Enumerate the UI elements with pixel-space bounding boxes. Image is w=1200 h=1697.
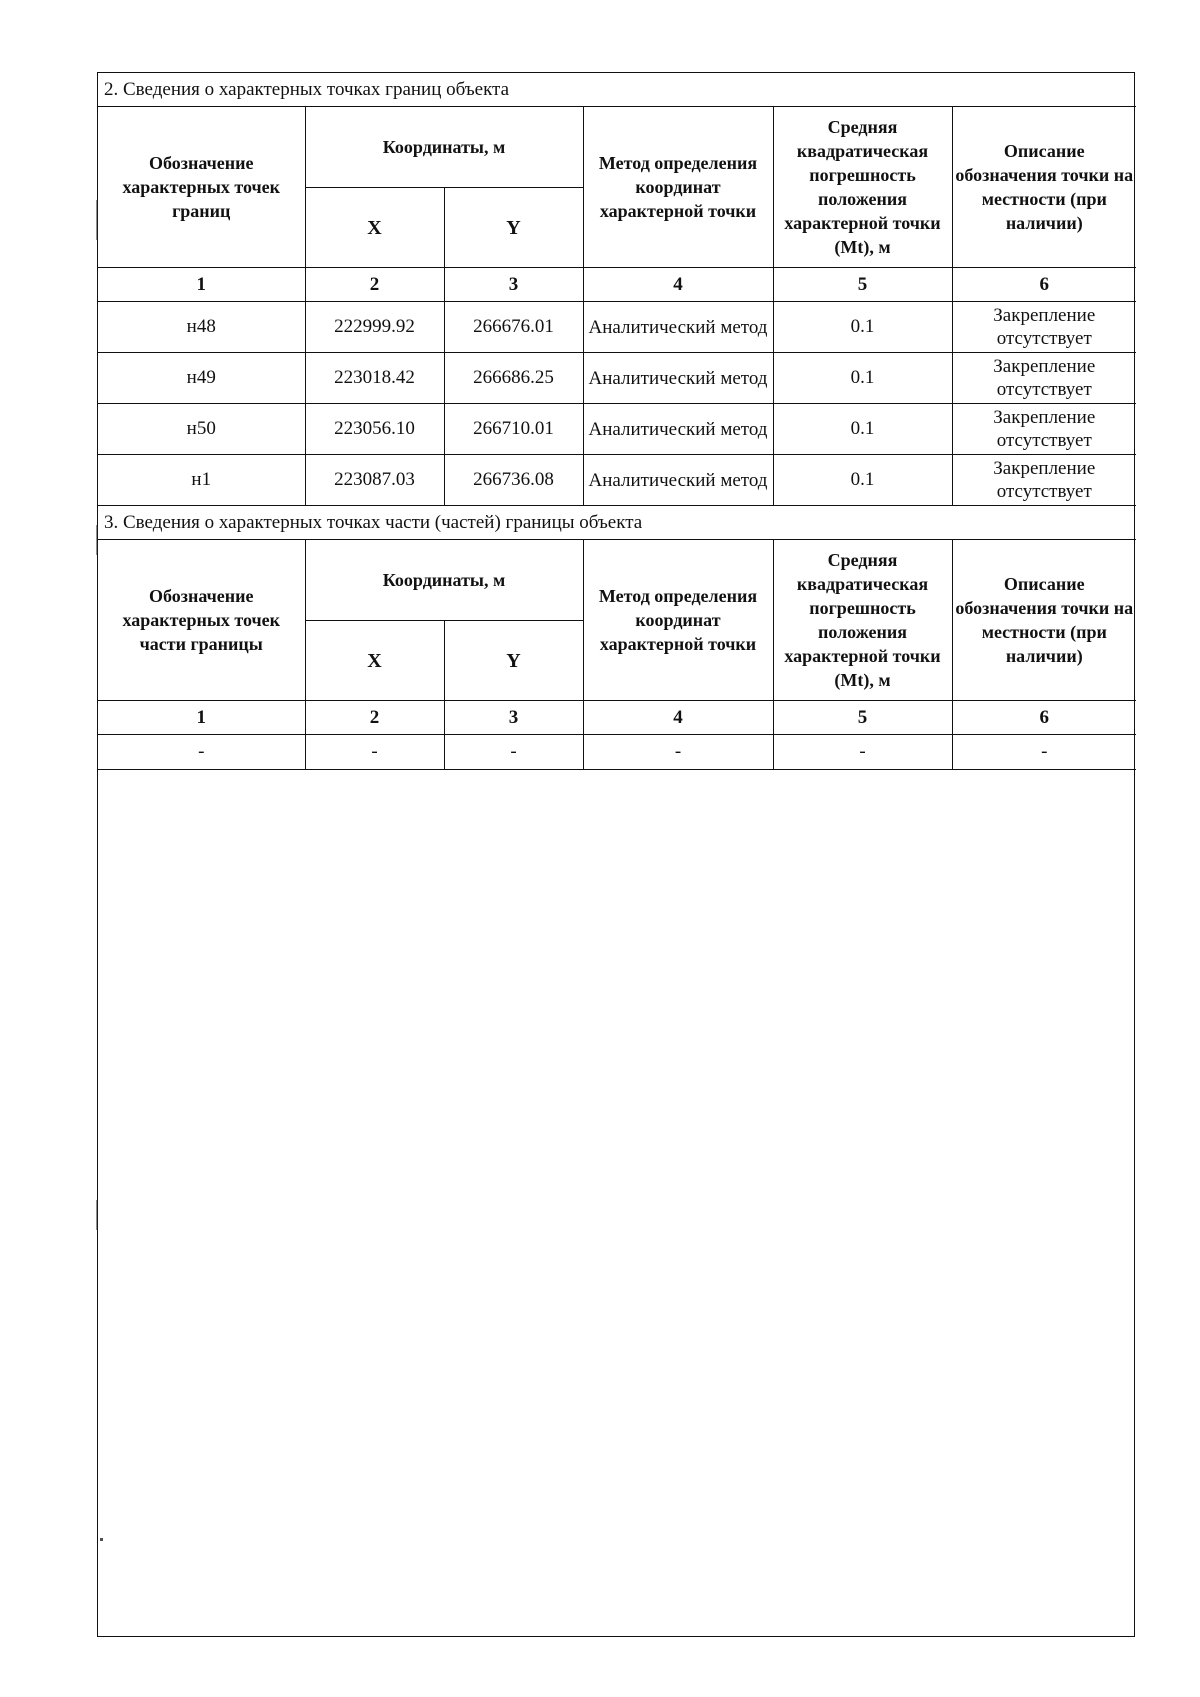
scan-artifact <box>96 200 98 240</box>
point-name: н49 <box>98 353 305 404</box>
method: Аналитический метод <box>583 353 773 404</box>
coord-x: 223056.10 <box>305 404 444 455</box>
column-number: 3 <box>444 701 583 735</box>
table-row <box>98 302 1136 353</box>
section2-header-method: Метод определения координат характерной точки <box>583 107 773 268</box>
description: Закрепление отсутствует <box>952 353 1136 404</box>
description: Закрепление отсутствует <box>952 455 1136 506</box>
section3-title: 3. Сведения о характерных точках части (частей) границы объекта <box>98 506 1136 540</box>
section3-header-row <box>98 540 1136 621</box>
section2-header-error: Средняя квадратическая погрешность положения характерной точки (Mt), м <box>773 107 952 268</box>
coord-y: 266676.01 <box>444 302 583 353</box>
section3-header-designation: Обозначение характерных точек части границы <box>98 540 305 701</box>
column-number: 1 <box>98 701 305 735</box>
column-number: 2 <box>305 701 444 735</box>
section2-column-numbers <box>98 268 1136 302</box>
coord-x: 223018.42 <box>305 353 444 404</box>
table-row <box>98 455 1136 506</box>
mt-error: - <box>773 735 952 770</box>
section2-header-coords: Координаты, м <box>305 107 583 188</box>
column-number: 4 <box>583 268 773 302</box>
table-row <box>98 353 1136 404</box>
column-number: 6 <box>952 701 1136 735</box>
coord-y: 266710.01 <box>444 404 583 455</box>
section2-header-row <box>98 107 1136 188</box>
mt-error: 0.1 <box>773 455 952 506</box>
column-number: 5 <box>773 268 952 302</box>
column-number: 4 <box>583 701 773 735</box>
description: Закрепление отсутствует <box>952 404 1136 455</box>
section3-header-coords: Координаты, м <box>305 540 583 621</box>
mt-error: 0.1 <box>773 404 952 455</box>
table-row <box>98 735 1136 770</box>
column-number: 5 <box>773 701 952 735</box>
scan-artifact <box>96 1200 98 1230</box>
coord-y: 266686.25 <box>444 353 583 404</box>
section2-header-designation: Обозначение характерных точек границ <box>98 107 305 268</box>
point-name: н50 <box>98 404 305 455</box>
section3-header-error: Средняя квадратическая погрешность положения характерной точки (Mt), м <box>773 540 952 701</box>
coord-x: 223087.03 <box>305 455 444 506</box>
scan-artifact <box>96 525 98 555</box>
point-name: н48 <box>98 302 305 353</box>
mt-error: 0.1 <box>773 302 952 353</box>
section3-header-x: X <box>305 621 444 701</box>
section2-header-y: Y <box>444 188 583 268</box>
point-name: н1 <box>98 455 305 506</box>
point-name: - <box>98 735 305 770</box>
section2-title: 2. Сведения о характерных точках границ объекта <box>98 73 1136 107</box>
coord-x: 222999.92 <box>305 302 444 353</box>
method: Аналитический метод <box>583 302 773 353</box>
section3-header-description: Описание обозначения точки на местности (при наличии) <box>952 540 1136 701</box>
scan-artifact <box>100 1538 103 1541</box>
coord-y: 266736.08 <box>444 455 583 506</box>
mt-error: 0.1 <box>773 353 952 404</box>
table-row <box>98 404 1136 455</box>
column-number: 2 <box>305 268 444 302</box>
column-number: 3 <box>444 268 583 302</box>
section3-header-y: Y <box>444 621 583 701</box>
description: - <box>952 735 1136 770</box>
method: Аналитический метод <box>583 455 773 506</box>
description: Закрепление отсутствует <box>952 302 1136 353</box>
method: Аналитический метод <box>583 404 773 455</box>
coord-y: - <box>444 735 583 770</box>
column-number: 1 <box>98 268 305 302</box>
document-frame <box>97 72 1135 1637</box>
coord-x: - <box>305 735 444 770</box>
section3-column-numbers <box>98 701 1136 735</box>
section2-header-description: Описание обозначения точки на местности (при наличии) <box>952 107 1136 268</box>
points-table <box>98 73 1136 770</box>
column-number: 6 <box>952 268 1136 302</box>
method: - <box>583 735 773 770</box>
section2-header-x: X <box>305 188 444 268</box>
section3-title-row <box>98 506 1136 540</box>
section3-header-method: Метод определения координат характерной точки <box>583 540 773 701</box>
section2-title-row <box>98 73 1136 107</box>
